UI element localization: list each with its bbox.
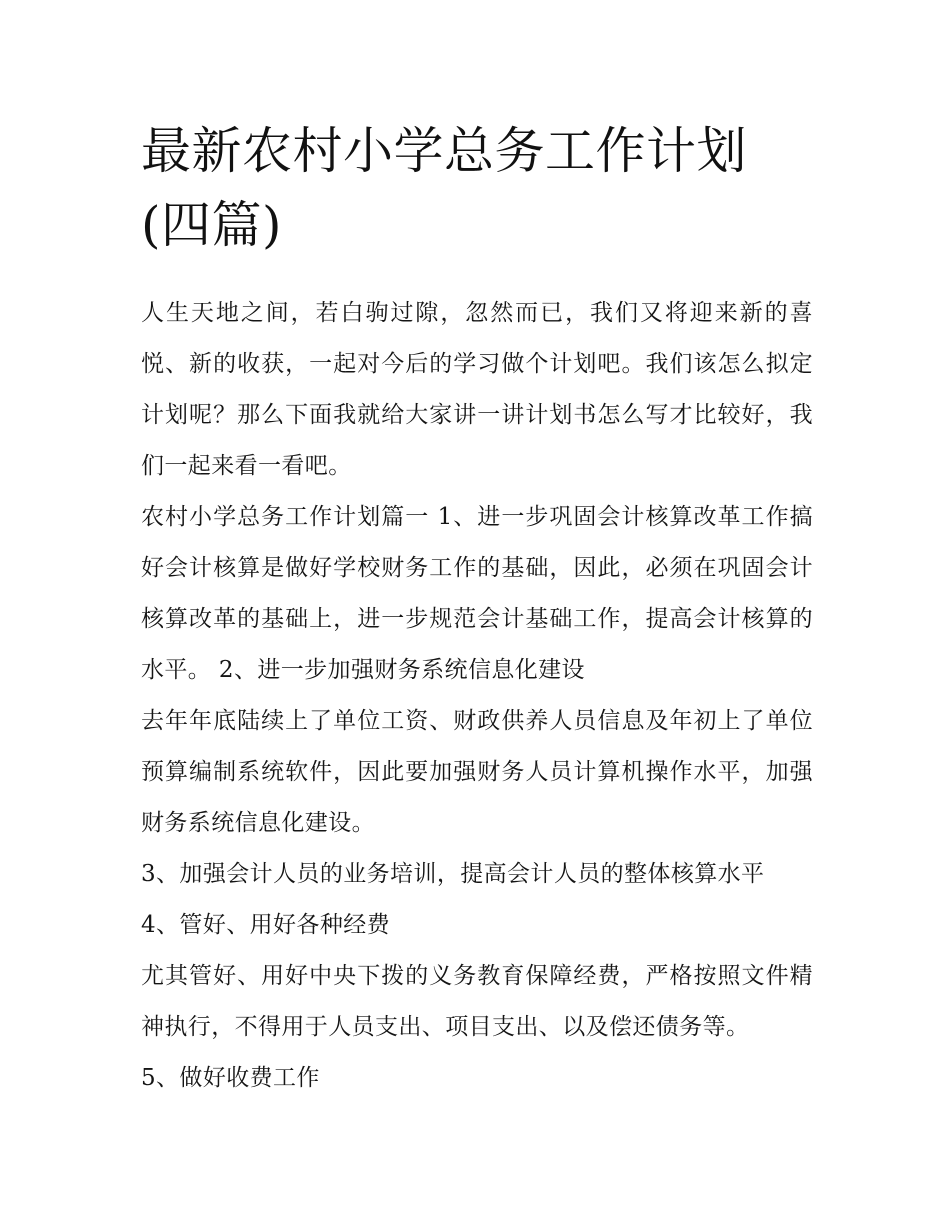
paragraph-item-4: 4、管好、用好各种经费: [141, 912, 391, 938]
document-body: [141, 288, 813, 1104]
paragraph-item-3: 3、加强会计人员的业务培训，提高会计人员的整体核算水平: [141, 861, 765, 887]
paragraph-section-2-detail: 去年年底陆续上了单位工资、财政供养人员信息及年初上了单位预算编制系统软件，因此要加强财务人员计算机操作水平，加强财务系统信息化建设。: [141, 708, 813, 836]
document-content: [141, 114, 813, 1104]
document-title: 最新农村小学总务工作计划(四篇): [141, 122, 747, 254]
paragraph-section-1: 农村小学总务工作计划篇一 1、进一步巩固会计核算改革工作搞好会计核算是做好学校财务工作的基础，因此，必须在巩固会计核算改革的基础上，进一步规范会计基础工作，提高会计核算的水平。 2、进一步加强财务系统信息化建设: [141, 504, 813, 683]
paragraph-item-4-detail: 尤其管好、用好中央下拨的义务教育保障经费，严格按照文件精神执行，不得用于人员支出、项目支出、以及偿还债务等。: [141, 963, 813, 1040]
paragraph-intro: 人生天地之间，若白驹过隙，忽然而已，我们又将迎来新的喜悦、新的收获，一起对今后的学习做个计划吧。我们该怎么拟定计划呢？那么下面我就给大家讲一讲计划书怎么写才比较好，我们一起来看一看吧。: [141, 300, 813, 479]
paragraph-item-5: 5、做好收费工作: [141, 1065, 320, 1091]
